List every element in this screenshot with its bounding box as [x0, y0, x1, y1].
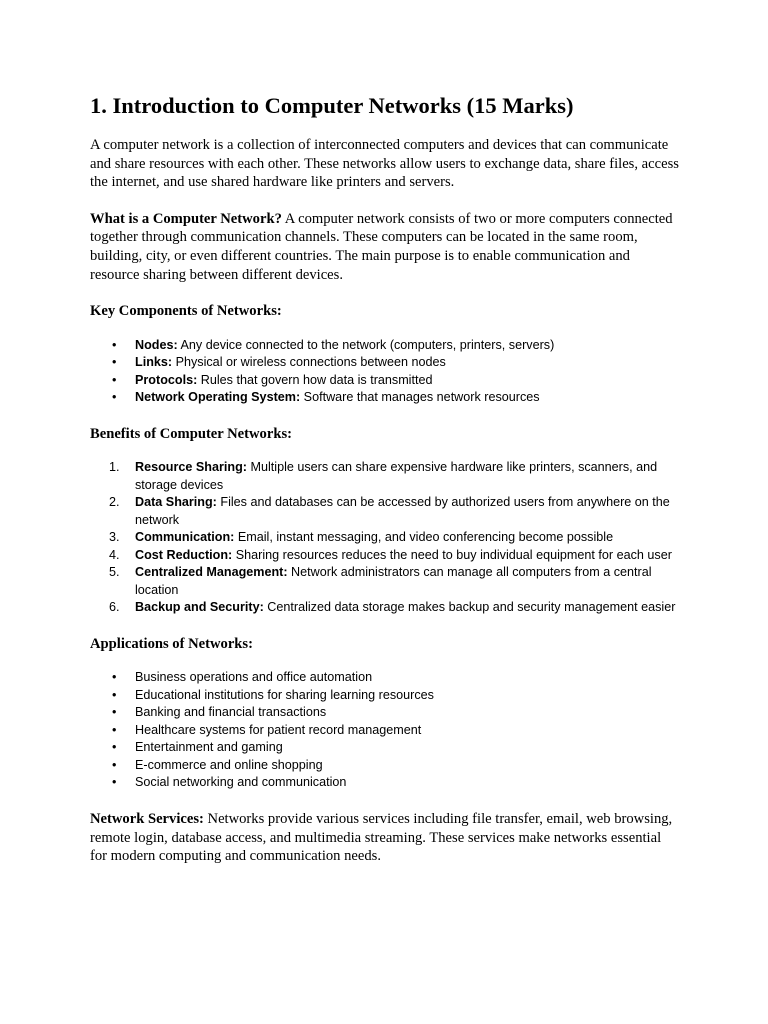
- number-marker: 6.: [109, 600, 120, 615]
- page-title: 1. Introduction to Computer Networks (15 Marks): [90, 93, 574, 118]
- list-item-term: Network Operating System:: [135, 390, 301, 405]
- list-item-centralized-management: [90, 564, 680, 599]
- list-item-term: Data Sharing:: [135, 495, 217, 510]
- number-marker: 1.: [109, 460, 120, 475]
- list-item-text: Social networking and communication: [135, 775, 347, 790]
- number-marker: 5.: [109, 565, 120, 580]
- list-item-communication: [90, 529, 680, 547]
- bullet-marker: •: [112, 740, 117, 755]
- list-item-text: Banking and financial transactions: [135, 705, 327, 720]
- number-marker: 2.: [109, 495, 120, 510]
- list-item-text: Files and databases can be accessed by authorized users from anywhere on the network: [135, 495, 670, 527]
- list-item-text: Rules that govern how data is transmitted: [197, 372, 433, 387]
- bullet-marker: •: [112, 670, 117, 685]
- list-item-term: Backup and Security:: [135, 600, 264, 615]
- bullet-marker: •: [112, 355, 117, 370]
- network-services-paragraph: [90, 810, 680, 866]
- list-item-data-sharing: [90, 494, 680, 529]
- bullet-marker: •: [112, 705, 117, 720]
- list-item-text: Sharing resources reduces the need to buy individual equipment for each user: [232, 547, 672, 562]
- what-is-text: A computer network consists of two or more computers connected together through communication channels. These computers can be located in the same room, building, city, or even different countries. The main purpose is to enable communication and resource sharing between different devices.: [90, 210, 673, 283]
- list-item-cost-reduction: [90, 547, 680, 565]
- bullet-marker: •: [112, 687, 117, 702]
- bullet-marker: •: [112, 757, 117, 772]
- list-item: [90, 687, 680, 705]
- network-services-text: Networks provide various services including file transfer, email, web browsing, remote login, database access, and multimedia streaming. These services make networks essential for modern computing and communication needs.: [90, 810, 673, 865]
- what-is-label: What is a Computer Network?: [90, 210, 282, 227]
- bullet-marker: •: [112, 372, 117, 387]
- list-item-term: Protocols:: [135, 372, 198, 387]
- list-item-text: Healthcare systems for patient record management: [135, 722, 422, 737]
- list-item-text: Business operations and office automation: [135, 670, 373, 685]
- number-marker: 4.: [109, 547, 120, 562]
- bullet-marker: •: [112, 390, 117, 405]
- list-item: [90, 722, 680, 740]
- list-item: [90, 757, 680, 775]
- intro-paragraph: A computer network is a collection of interconnected computers and devices that can communicate and share resources with each other. These networks allow users to exchange data, share files, access the internet, and use shared hardware like printers and servers.: [90, 137, 679, 191]
- bullet-marker: •: [112, 337, 117, 352]
- list-item-network-os: [90, 389, 680, 407]
- list-item-text: Software that manages network resources: [300, 390, 540, 405]
- bullet-marker: •: [112, 775, 117, 790]
- list-item-term: Cost Reduction:: [135, 547, 233, 562]
- list-item-text: Multiple users can share expensive hardware like printers, scanners, and storage devices: [135, 460, 658, 492]
- list-item-nodes: [90, 337, 680, 355]
- list-item-text: Educational institutions for sharing learning resources: [135, 687, 434, 702]
- list-item-term: Links:: [135, 355, 173, 370]
- benefits-list: [90, 459, 680, 617]
- list-item-resource-sharing: [90, 459, 680, 494]
- list-item-term: Resource Sharing:: [135, 460, 247, 475]
- list-item-text: Entertainment and gaming: [135, 740, 283, 755]
- list-item: [90, 704, 680, 722]
- applications-list: [90, 669, 680, 792]
- list-item: [90, 739, 680, 757]
- bullet-marker: •: [112, 722, 117, 737]
- list-item-links: [90, 354, 680, 372]
- list-item: [90, 669, 680, 687]
- number-marker: 3.: [109, 530, 120, 545]
- list-item: [90, 774, 680, 792]
- list-item-term: Communication:: [135, 530, 235, 545]
- benefits-heading: Benefits of Computer Networks:: [90, 425, 292, 442]
- list-item-text: Network administrators can manage all computers from a central location: [135, 565, 652, 597]
- list-item-term: Centralized Management:: [135, 565, 288, 580]
- network-services-label: Network Services:: [90, 810, 204, 827]
- document-body: [90, 92, 680, 866]
- list-item-text: Centralized data storage makes backup and security management easier: [263, 600, 676, 615]
- list-item-text: Physical or wireless connections between nodes: [172, 355, 446, 370]
- list-item-text: E-commerce and online shopping: [135, 757, 323, 772]
- applications-heading: Applications of Networks:: [90, 635, 253, 652]
- key-components-heading: Key Components of Networks:: [90, 303, 282, 320]
- list-item-text: Email, instant messaging, and video conferencing become possible: [234, 530, 614, 545]
- list-item-backup-security: [90, 599, 680, 617]
- what-is-paragraph: [90, 210, 680, 284]
- key-components-list: [90, 337, 680, 407]
- list-item-text: Any device connected to the network (computers, printers, servers): [177, 337, 555, 352]
- list-item-term: Nodes:: [135, 337, 178, 352]
- list-item-protocols: [90, 372, 680, 390]
